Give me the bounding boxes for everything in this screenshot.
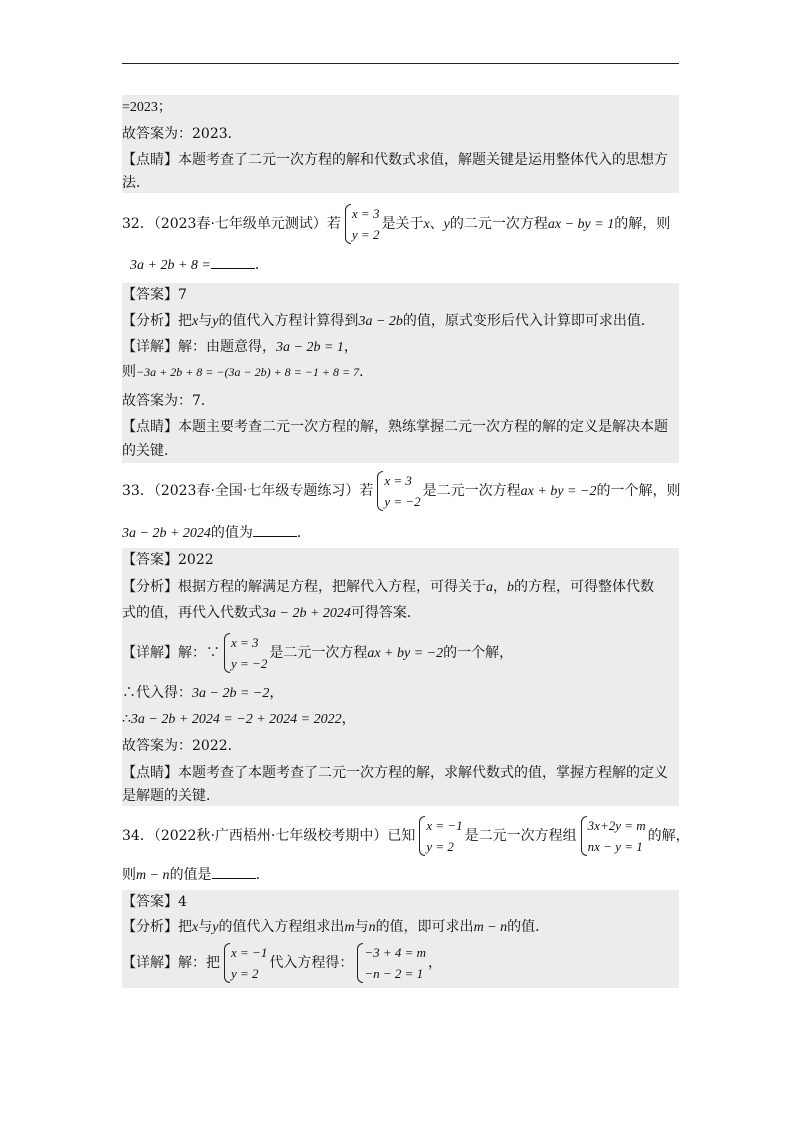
q33-detail-system: x = 3 y = −2 bbox=[222, 632, 267, 674]
q33-note-1: 【点睛】本题考查了本题考查了二元一次方程的解，求解代数式的值，掌握方程解的定义 bbox=[122, 765, 668, 781]
q32-note-1: 【点睛】本题主要考查二元一次方程的解，熟练掌握二元一次方程的解的定义是解决本题 bbox=[122, 419, 668, 435]
q34-line-2: 则m − n的值是 ． bbox=[122, 867, 270, 883]
q33-expression: 3a − 2b + 2024的值为 ． bbox=[122, 525, 311, 541]
q32-stem: 32．（2023春·七年级单元测试）若 x = 3 y = 2 是关于x、y的二元一次方程ax − by = 1的解，则 bbox=[122, 203, 670, 245]
q32-answer: 【答案】7 bbox=[122, 287, 187, 303]
q34-system: x = −1 y = 2 bbox=[417, 815, 462, 857]
q33-analysis-2: 式的值，再代入代数式3a − 2b + 2024可得答案． bbox=[122, 605, 421, 621]
q34-equation-system: 3x+2y = m nx − y = 1 bbox=[579, 815, 646, 857]
prev-note-2: 法． bbox=[122, 175, 150, 191]
q34-analysis: 【分析】把x与y的值代入方程组求出m与n的值，即可求出m − n的值． bbox=[122, 919, 550, 935]
answer-blank bbox=[253, 524, 297, 537]
prev-note-1: 【点睛】本题考查了二元一次方程的解和代数式求值，解题关键是运用整体代入的思想方 bbox=[122, 152, 668, 168]
q34-detail-system: x = −1 y = 2 bbox=[222, 942, 267, 984]
q33-substitute: ∴代入得：3a − 2b = −2， bbox=[122, 685, 284, 701]
q33-detail: 【详解】解：∵ x = 3 y = −2 是二元一次方程ax + by = −2的一个解， bbox=[122, 632, 513, 674]
q33-system: x = 3 y = −2 bbox=[375, 470, 420, 512]
q33-stem: 33．（2023春·全国·七年级专题练习）若 x = 3 y = −2 是二元一次方程ax + by = −2的一个解，则 bbox=[122, 470, 680, 512]
q34-stem: 34．（2022秋·广西梧州·七年级校考期中）已知 x = −1 y = 2 是二元一次方程组 3x+2y = m nx − y = 1 的解， bbox=[122, 815, 690, 857]
prev-line-2: 故答案为：2023． bbox=[122, 126, 242, 142]
q33-analysis-1: 【分析】根据方程的解满足方程，把解代入方程，可得关于a，b的方程，可得整体代数 bbox=[122, 579, 654, 595]
q33-calc: ∴3a − 2b + 2024 = −2 + 2024 = 2022， bbox=[122, 711, 356, 727]
q32-system: x = 3 y = 2 bbox=[343, 203, 380, 245]
q33-answer: 【答案】2022 bbox=[122, 552, 214, 568]
q32-result: 故答案为：7． bbox=[122, 393, 215, 409]
q33-note-2: 是解题的关键． bbox=[122, 788, 220, 804]
q32-expression: 3a + 2b + 8 = ． bbox=[130, 257, 269, 273]
q32-detail: 【详解】解：由题意得，3a − 2b = 1， bbox=[122, 339, 358, 355]
prev-line-1: =2023； bbox=[122, 100, 172, 115]
q32-note-2: 的关键． bbox=[122, 443, 178, 459]
q32-analysis: 【分析】把x与y的值代入方程计算得到3a − 2b的值，原式变形后代入计算即可求出值． bbox=[122, 313, 655, 329]
q32-calc: 则−3a + 2b + 8 = −(3a − 2b) + 8 = −1 + 8 = 7． bbox=[122, 364, 374, 380]
prev-solution-box bbox=[122, 95, 679, 193]
header-rule bbox=[122, 63, 679, 64]
answer-blank bbox=[212, 866, 256, 879]
answer-blank bbox=[211, 256, 255, 269]
q34-detail: 【详解】解：把 x = −1 y = 2 代入方程得： −3 + 4 = m −n − 2 = 1 ， bbox=[122, 942, 442, 984]
q34-answer: 【答案】4 bbox=[122, 894, 187, 910]
q33-result: 故答案为：2022． bbox=[122, 738, 242, 754]
q34-substituted-system: −3 + 4 = m −n − 2 = 1 bbox=[355, 942, 426, 984]
